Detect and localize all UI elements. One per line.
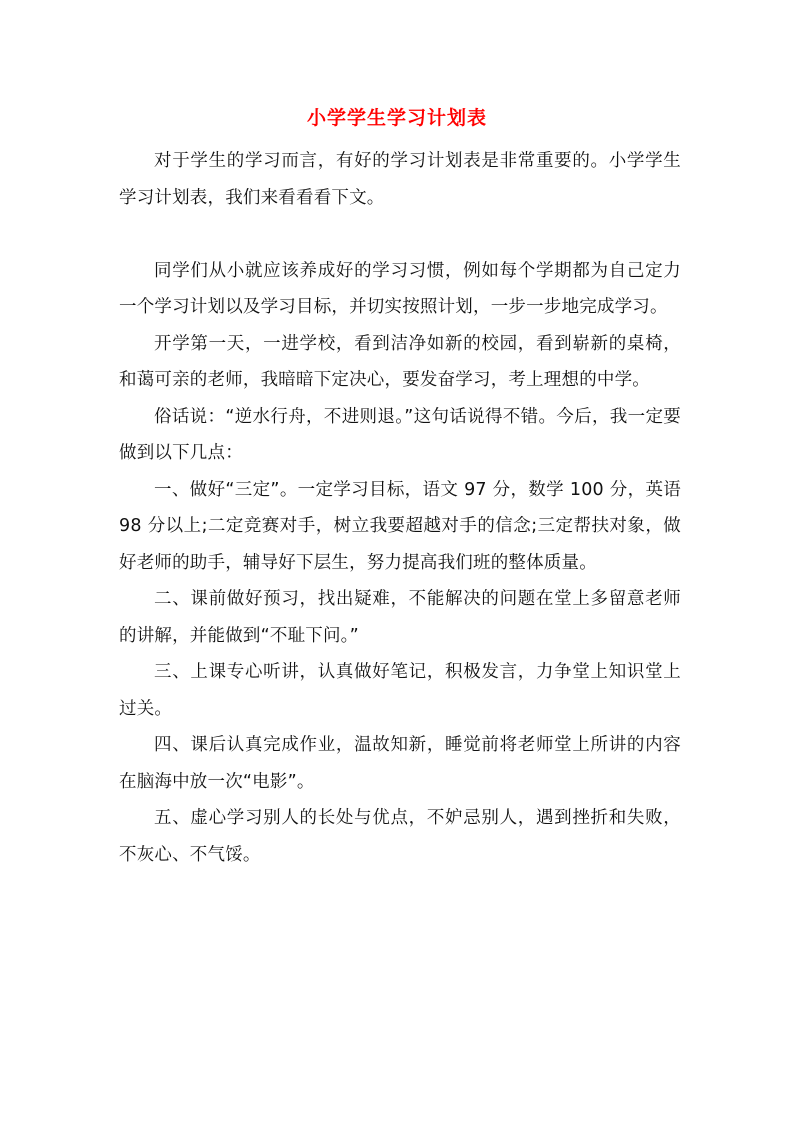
proverb-paragraph: 俗话说：“逆水行舟，不进则退。”这句话说得不错。今后，我一定要做到以下几点： (119, 406, 681, 463)
point-four-paragraph: 四、课后认真完成作业，温故知新，睡觉前将老师堂上所讲的内容在脑海中放一次“电影”。 (119, 735, 681, 792)
point-two-paragraph: 二、课前做好预习，找出疑难，不能解决的问题在堂上多留意老师的讲解，并能做到“不耻下问。” (119, 589, 681, 646)
point-one-paragraph: 一、做好“三定”。一定学习目标，语文 97 分，数学 100 分，英语 98 分以上;二定竞赛对手，树立我要超越对手的信念;三定帮扶对象，做好老师的助手，辅导好下层生，努力提高我们班的整体质量。 (119, 479, 681, 573)
point-three-paragraph: 三、上课专心听讲，认真做好笔记，积极发言，力争堂上知识堂上过关。 (119, 662, 681, 719)
intro-paragraph: 对于学生的学习而言，有好的学习计划表是非常重要的。小学学生学习计划表，我们来看看看下文。 (119, 151, 681, 208)
point-five-paragraph: 五、虚心学习别人的长处与优点，不妒忌别人，遇到挫折和失败，不灰心、不气馁。 (119, 808, 681, 865)
document-body (119, 143, 681, 873)
habit-paragraph: 同学们从小就应该养成好的学习习惯，例如每个学期都为自己定力一个学习计划以及学习目标，并切实按照计划，一步一步地完成学习。 (119, 260, 681, 317)
document-title: 小学学生学习计划表 (306, 107, 487, 129)
first-day-paragraph: 开学第一天，一进学校，看到洁净如新的校园，看到崭新的桌椅，和蔼可亲的老师，我暗暗下定决心，要发奋学习，考上理想的中学。 (119, 333, 681, 390)
